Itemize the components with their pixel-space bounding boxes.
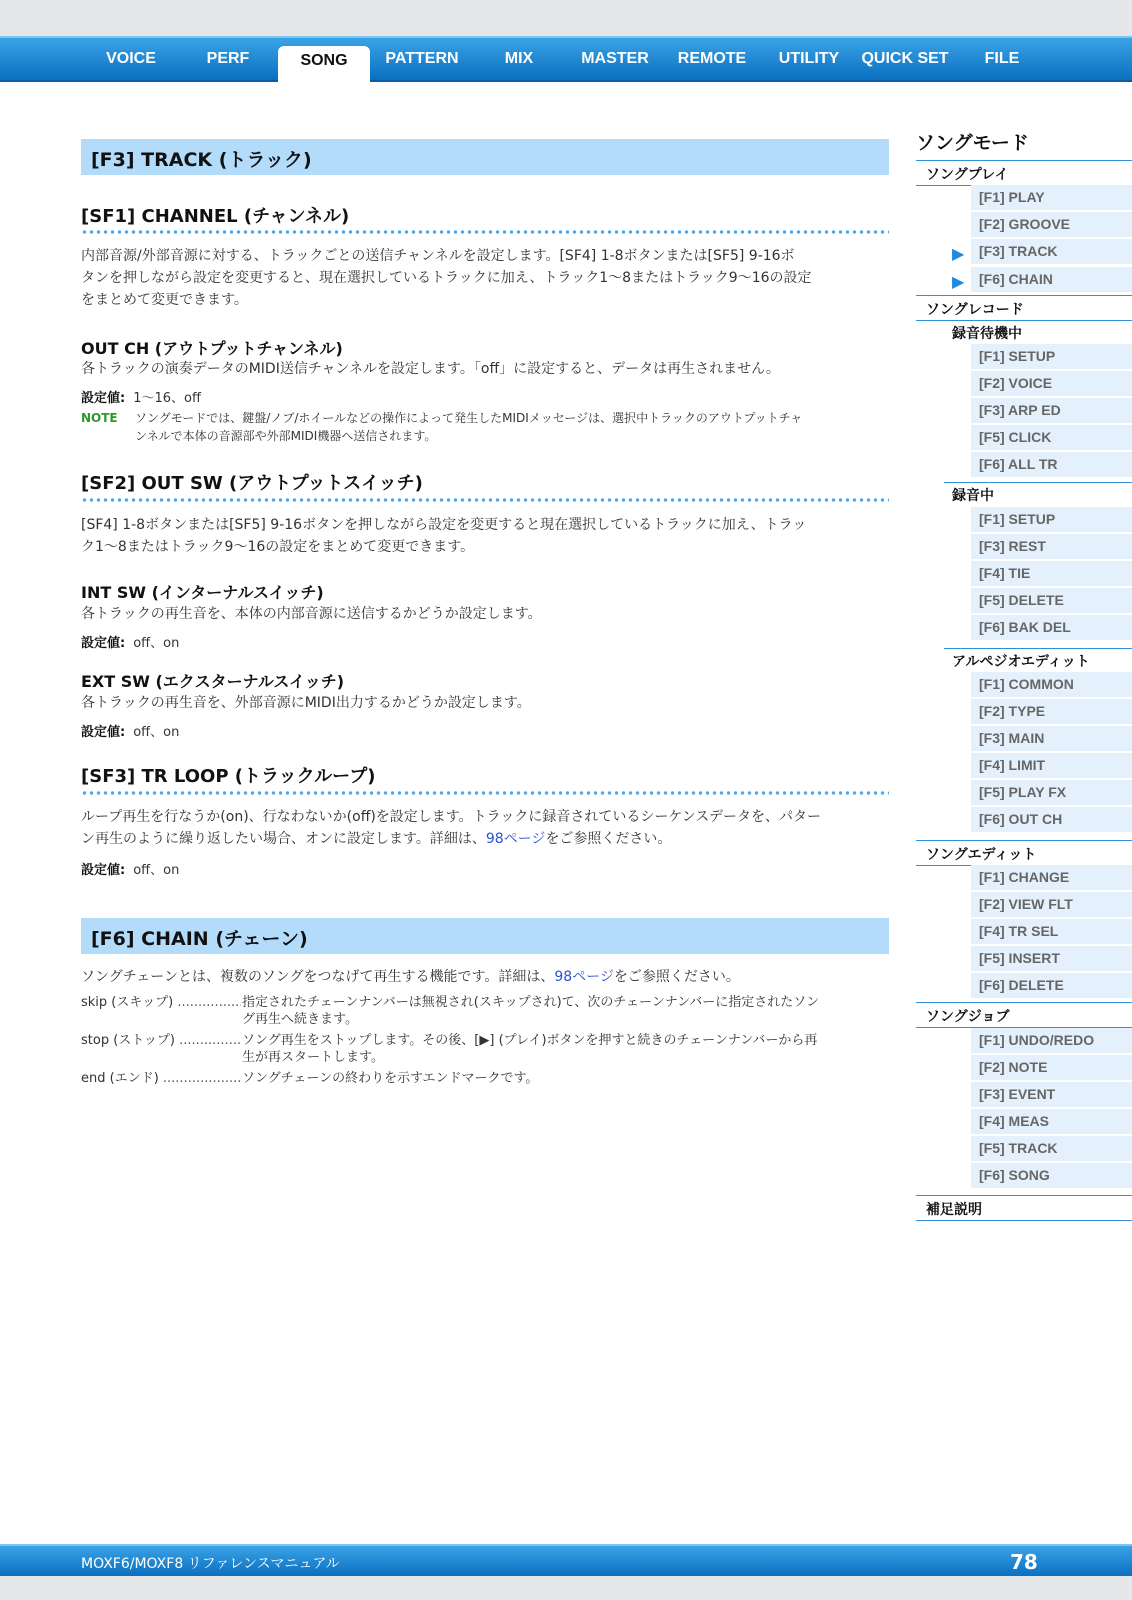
text-line: ソングモードでは、鍵盤/ノブ/ホイールなどの操作によって発生したMIDIメッセージは、選択中トラックのアウトプットチャ: [135, 411, 803, 425]
item-label: [F1] SETUP: [979, 511, 1056, 527]
item-label: [F5] CLICK: [979, 429, 1052, 445]
sidebar-title: ソングモード: [916, 132, 1029, 154]
text-line: グ再生へ続きます。: [242, 1012, 358, 1027]
text-line: [81, 828, 889, 850]
sub-label: 録音中: [952, 488, 994, 504]
tab-perf[interactable]: PERF: [206, 50, 250, 67]
f6-chain-heading: [F6] CHAIN (チェーン): [91, 928, 308, 950]
item-label: [F6] OUT CH: [979, 811, 1063, 827]
text-line: ソング再生をストップします。その後、[▶] (プレイ)ボタンを押すと続きのチェーンナンバーから再: [242, 1033, 818, 1048]
sidebar-item-setup[interactable]: [971, 344, 1132, 370]
setting-label: 設定値:: [81, 725, 126, 740]
item-label: [F4] TR SEL: [979, 923, 1059, 939]
text-line: [SF4] 1-8ボタンまたは[SF5] 9-16ボタンを押しながら設定を変更すると現在選択しているトラックに加え、トラッ: [81, 517, 807, 533]
tab-mix[interactable]: MIX: [504, 50, 534, 67]
out-ch-setting: [81, 387, 201, 406]
ext-sw-setting: [81, 721, 179, 740]
item-label: [F6] SONG: [979, 1167, 1050, 1183]
sidebar-item-song[interactable]: [971, 1163, 1132, 1189]
int-sw-heading: INT SW (インターナルスイッチ): [81, 583, 324, 602]
sub-label: 録音待機中: [952, 326, 1022, 342]
setting-label: 設定値:: [81, 391, 126, 406]
sf3-tr-loop-heading: [SF3] TR LOOP (トラックループ): [81, 766, 376, 787]
item-label: [F2] GROOVE: [979, 216, 1071, 232]
item-label: [F6] CHAIN: [979, 271, 1053, 287]
top-margin: [0, 0, 1132, 36]
chain-def-skip: [81, 994, 889, 1030]
text-segment: をご参照ください。: [545, 831, 672, 847]
item-label: [F6] ALL TR: [979, 456, 1058, 472]
item-label: [F4] LIMIT: [979, 757, 1046, 773]
item-label: [F2] VIEW FLT: [979, 896, 1073, 912]
sidebar-item-play[interactable]: [971, 185, 1132, 211]
chain-def-stop: [81, 1032, 889, 1068]
sidebar-section-song-job[interactable]: [916, 1002, 1132, 1028]
page-link[interactable]: 98ページ: [554, 969, 614, 985]
text-line: ループ再生を行なうか(on)、行なわないか(off)を設定します。トラックに録音されているシーケンスデータを、パター: [81, 809, 821, 825]
tab-voice[interactable]: VOICE: [106, 50, 156, 67]
def-description: [242, 1070, 889, 1087]
def-term: skip (スキップ) .....: [81, 994, 241, 1011]
text-line: タンを押しながら設定を変更すると、現在選択しているトラックに加え、トラック1～8またはトラック9～16の設定: [81, 270, 812, 286]
sf2-out-sw-heading: [SF2] OUT SW (アウトプットスイッチ): [81, 473, 423, 494]
item-label: [F5] TRACK: [979, 1140, 1058, 1156]
setting-values: 1～16、off: [133, 391, 201, 406]
sidebar-item-click[interactable]: [971, 425, 1132, 451]
section-label: 補足説明: [926, 1202, 982, 1218]
sidebar-item-delete[interactable]: [971, 973, 1132, 999]
sidebar-item-track[interactable]: [971, 1136, 1132, 1162]
f6-chain-heading-box: [81, 918, 889, 954]
tab-master[interactable]: MASTER: [581, 50, 649, 67]
tab-utility[interactable]: UTILITY: [778, 50, 840, 67]
dotted-rule: [81, 497, 889, 503]
sf3-description: [81, 806, 889, 850]
item-label: [F5] INSERT: [979, 950, 1060, 966]
def-description: [242, 1032, 889, 1066]
sidebar-item-insert[interactable]: [971, 946, 1132, 972]
sidebar-item-bak-del[interactable]: [971, 615, 1132, 641]
sidebar-item-rest[interactable]: [971, 534, 1132, 560]
section-label: ソングエディット: [926, 847, 1037, 863]
sidebar-item-change[interactable]: [971, 865, 1132, 891]
page-number: 78: [1010, 1550, 1038, 1574]
sidebar-section-song-play[interactable]: [916, 160, 1132, 186]
item-label: [F2] VOICE: [979, 375, 1053, 391]
text-line: ソングチェーンの終わりを示すエンドマークです。: [242, 1071, 539, 1086]
item-label: [F6] BAK DEL: [979, 619, 1071, 635]
sf2-description: [81, 514, 889, 558]
sidebar-item-main[interactable]: [971, 726, 1132, 752]
text-segment: ン再生のように繰り返したい場合、オンに設定します。詳細は、: [81, 831, 486, 847]
sidebar-sub-standby[interactable]: [944, 320, 1132, 344]
sidebar-sub-recording[interactable]: [944, 482, 1132, 506]
item-label: [F4] MEAS: [979, 1113, 1049, 1129]
item-label: [F1] CHANGE: [979, 869, 1070, 885]
section-label: ソングプレイ: [926, 167, 1009, 183]
sidebar-item-tr-sel[interactable]: [971, 919, 1132, 945]
sf1-description: [81, 245, 889, 311]
text-line: ンネルで本体の音源部や外部MIDI機器へ送信されます。: [135, 429, 437, 443]
mode-tab-bar: [0, 36, 1132, 82]
sidebar-section-song-record[interactable]: [916, 295, 1132, 321]
item-label: [F3] MAIN: [979, 730, 1045, 746]
ext-sw-heading: EXT SW (エクスターナルスイッチ): [81, 672, 345, 691]
setting-label: 設定値:: [81, 863, 126, 878]
sidebar-item-undo-redo[interactable]: [971, 1028, 1132, 1054]
sidebar-item-common[interactable]: [971, 672, 1132, 698]
sidebar-item-meas[interactable]: [971, 1109, 1132, 1135]
text-segment: をご参照ください。: [613, 969, 740, 985]
tab-pattern[interactable]: PATTERN: [385, 50, 459, 67]
f3-track-heading: [F3] TRACK (トラック): [91, 149, 312, 171]
sidebar-item-all-tr[interactable]: [971, 452, 1132, 478]
tab-song[interactable]: SONG: [278, 46, 370, 82]
section-label: ソングジョブ: [926, 1009, 1010, 1025]
ext-sw-description: 各トラックの再生音を、外部音源にMIDI出力するかどうか設定します。: [81, 695, 531, 711]
item-label: [F2] NOTE: [979, 1059, 1048, 1075]
sidebar-item-note[interactable]: [971, 1055, 1132, 1081]
sidebar-item-chain[interactable]: [971, 267, 1132, 293]
item-label: [F1] COMMON: [979, 676, 1074, 692]
int-sw-description: 各トラックの再生音を、本体の内部音源に送信するかどうか設定します。: [81, 606, 542, 622]
item-label: [F2] TYPE: [979, 703, 1046, 719]
def-term: end (エンド) .....: [81, 1070, 241, 1087]
sf3-setting: [81, 859, 179, 878]
sidebar-section-song-edit[interactable]: [916, 840, 1132, 866]
sidebar-item-arp-ed[interactable]: [971, 398, 1132, 424]
sidebar-item-delete[interactable]: [971, 588, 1132, 614]
current-arrow-icon: ▶: [952, 244, 965, 263]
text-line: 内部音源/外部音源に対する、トラックごとの送信チャンネルを設定します。[SF4] 1-8ボタンまたは[SF5] 9-16ボ: [81, 248, 795, 264]
sidebar-item-play-fx[interactable]: [971, 780, 1132, 806]
manual-title: MOXF6/MOXF8 リファレンスマニュアル: [81, 1556, 340, 1572]
f6-description: [81, 966, 889, 988]
sidebar-item-out-ch[interactable]: [971, 807, 1132, 833]
setting-label: 設定値:: [81, 636, 126, 651]
sf1-channel-heading: [SF1] CHANNEL (チャンネル): [81, 206, 350, 227]
item-label: [F1] SETUP: [979, 348, 1056, 364]
sidebar-item-track[interactable]: [971, 239, 1132, 265]
sidebar-item-type[interactable]: [971, 699, 1132, 725]
item-label: [F3] REST: [979, 538, 1046, 554]
sidebar-sub-arp-edit[interactable]: [944, 648, 1132, 672]
tab-quick-set[interactable]: QUICK SET: [861, 50, 949, 67]
setting-values: off、on: [133, 863, 180, 878]
text-line: 指定されたチェーンナンバーは無視され(スキップされ)て、次のチェーンナンバーに指定されたソン: [242, 995, 820, 1010]
item-label: [F3] TRACK: [979, 243, 1058, 259]
sidebar-item-limit[interactable]: [971, 753, 1132, 779]
sidebar-item-groove[interactable]: [971, 212, 1132, 238]
int-sw-setting: [81, 632, 179, 651]
sidebar-item-setup[interactable]: [971, 507, 1132, 533]
setting-values: off、on: [133, 636, 180, 651]
current-arrow-icon: ▶: [952, 272, 965, 291]
text-line: をまとめて変更できます。: [81, 292, 248, 308]
out-ch-description: 各トラックの演奏データのMIDI送信チャンネルを設定します。「off」に設定すると、データは再生されません。: [81, 361, 780, 377]
item-label: [F6] DELETE: [979, 977, 1064, 993]
section-label: ソングレコード: [926, 302, 1024, 318]
item-label: [F5] PLAY FX: [979, 784, 1067, 800]
out-ch-heading: OUT CH (アウトプットチャンネル): [81, 339, 343, 358]
sidebar-item-tie[interactable]: [971, 561, 1132, 587]
sub-label: アルペジオエディット: [952, 654, 1090, 670]
text-segment: ソングチェーンとは、複数のソングをつなげて再生する機能です。詳細は、: [81, 969, 555, 985]
note-label: NOTE: [81, 411, 118, 425]
text-line: ク1～8またはトラック9～16の設定をまとめて変更できます。: [81, 539, 475, 555]
sidebar-item-view-flt[interactable]: [971, 892, 1132, 918]
dotted-rule: [81, 229, 889, 235]
setting-values: off、on: [133, 725, 180, 740]
tab-remote[interactable]: REMOTE: [677, 50, 747, 67]
def-term: stop (ストップ) .....: [81, 1032, 241, 1049]
item-label: [F3] ARP ED: [979, 402, 1061, 418]
chain-def-end: [81, 1070, 889, 1088]
text-line: 生が再スタートします。: [242, 1050, 384, 1065]
sidebar-item-voice[interactable]: [971, 371, 1132, 397]
note-text: [135, 409, 887, 445]
sidebar-item-event[interactable]: [971, 1082, 1132, 1108]
dotted-rule: [81, 790, 889, 796]
tab-file[interactable]: FILE: [984, 50, 1020, 67]
item-label: [F3] EVENT: [979, 1086, 1056, 1102]
bottom-margin: [0, 1576, 1132, 1600]
page-footer: [0, 1544, 1132, 1576]
item-label: [F1] PLAY: [979, 189, 1045, 205]
item-label: [F1] UNDO/REDO: [979, 1032, 1095, 1048]
page-link[interactable]: 98ページ: [485, 831, 546, 847]
def-description: [242, 994, 889, 1028]
sidebar-section-supplement[interactable]: [916, 1195, 1132, 1221]
item-label: [F4] TIE: [979, 565, 1031, 581]
f3-track-heading-box: [81, 139, 889, 175]
item-label: [F5] DELETE: [979, 592, 1064, 608]
